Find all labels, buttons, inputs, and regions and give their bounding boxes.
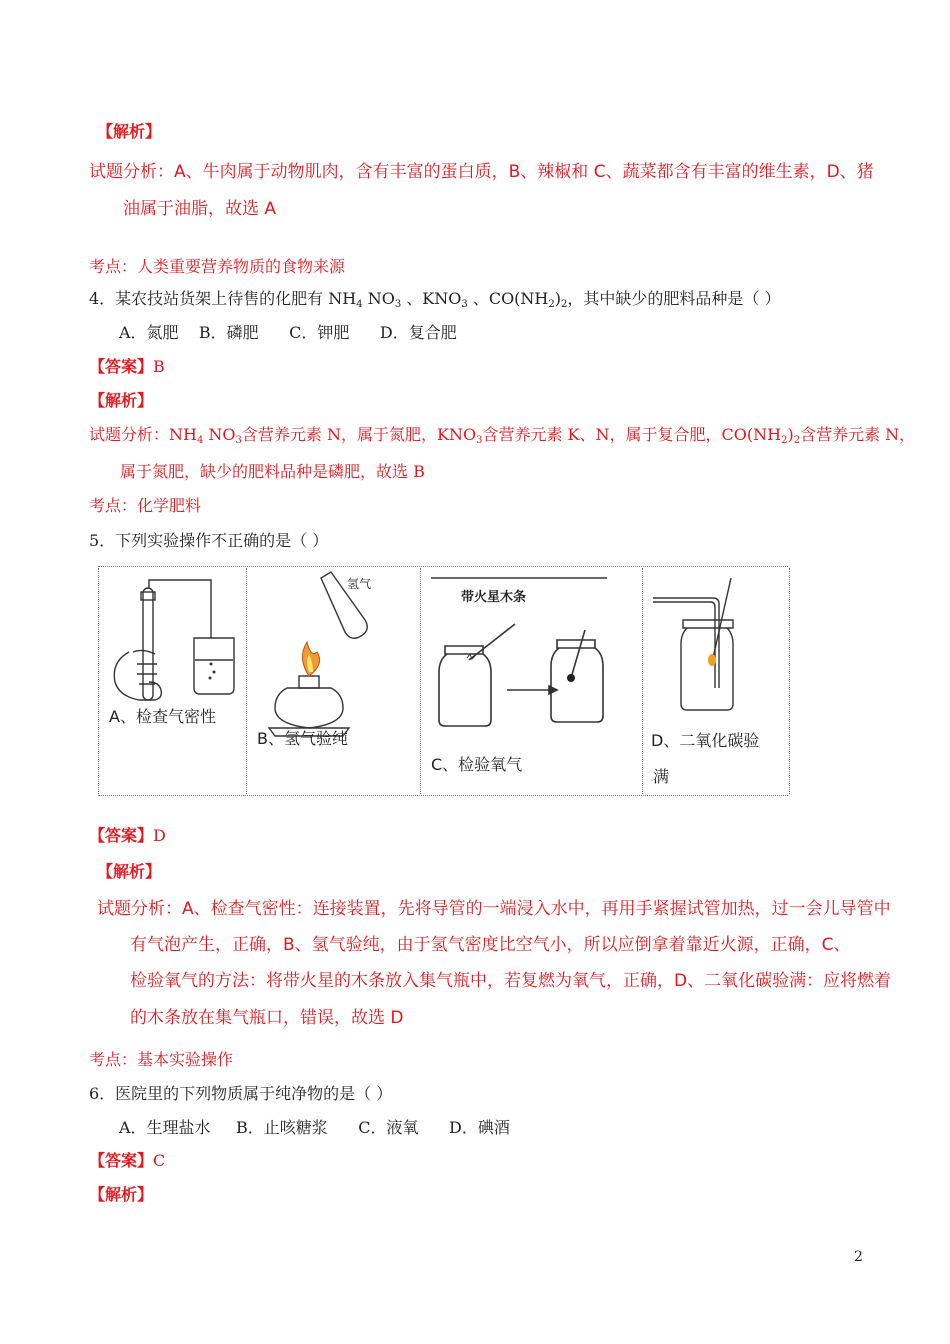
page-number: 2: [854, 1249, 863, 1265]
caption-a: A、检查气密性: [109, 707, 216, 726]
analysis-5-line-4: 的木条放在集气瓶口，错误，故选 D: [130, 1008, 404, 1028]
panel-d: [642, 568, 790, 794]
question-4-stem: 4．某农技站货架上待售的化肥有 $NH_4$ $NO_3$ 、$KNO_3$ 、$CO(NH_2)_2$，其中缺少的肥料品种是（ ）: [89, 289, 781, 310]
analysis-5-line-2: 有气泡产生，正确，B、氢气验纯，由于氢气密度比空气小，所以应倒拿着靠近火源，正确，C、: [130, 935, 851, 955]
co2-full-test-icon: [643, 568, 789, 794]
analysis-heading-4: 【解析】: [89, 391, 154, 410]
panel-a: [98, 568, 247, 794]
caption-d-line-1: D、二氧化碳验: [651, 731, 760, 750]
analysis-line-1: 试题分析：A、牛肉属于动物肌肉，含有丰富的蛋白质，B、辣椒和 C、蔬菜都含有丰富的维生素，D、猪: [89, 162, 874, 182]
question-6-stem: 6．医院里的下列物质属于纯净物的是（ ）: [89, 1084, 393, 1103]
panel-c: [420, 568, 643, 794]
analysis-5-line-3: 检验氧气的方法：将带火星的木条放入集气瓶中，若复燃为氧气，正确，D、二氧化碳验满：应将燃着: [130, 971, 892, 991]
answer-6: 【答案】C: [89, 1151, 166, 1170]
answer-4: 【答案】B: [89, 357, 165, 376]
analysis-4-line-2: 属于氮肥，缺少的肥料品种是磷肥，故选 B: [120, 462, 425, 481]
kaodian-4: 考点：化学肥料: [89, 496, 202, 515]
question-4-options: A．氮肥 B．磷肥 C．钾肥 D．复合肥: [119, 323, 457, 342]
analysis-heading-6: 【解析】: [89, 1185, 154, 1204]
analysis-5-line-1: 试题分析：A、检查气密性：连接装置，先将导管的一端浸入水中，再用手紧握试管加热，过一会儿导管中: [97, 899, 891, 919]
kaodian-5: 考点：基本实验操作: [89, 1050, 234, 1069]
question-5-stem: 5．下列实验操作不正确的是（ ）: [89, 531, 329, 550]
analysis-line-2: 油属于油脂，故选 A: [123, 199, 277, 219]
caption-c: C、检验氧气: [431, 755, 523, 774]
label-hydrogen: 氢气: [347, 577, 372, 591]
hydrogen-purity-test-icon: [247, 568, 421, 794]
analysis-4-line-1: 试题分析：$NH_4$ $NO_3$含营养元素 N，属于氮肥，$KNO_3$含营养元素 K、N，属于复合肥，$CO(NH_2)_2$含营养元素 N，: [89, 425, 916, 446]
analysis-heading-5: 【解析】: [97, 862, 162, 881]
caption-b: B、氢气验纯: [257, 729, 348, 748]
analysis-heading: 【解析】: [97, 122, 162, 141]
kaodian: 考点：人类重要营养物质的食物来源: [89, 257, 346, 276]
panel-b: [246, 568, 421, 794]
label-glowing-splint: 带火星木条: [461, 590, 527, 605]
answer-5: 【答案】D: [89, 826, 166, 845]
question-6-options: A．生理盐水 B．止咳糖浆 C．液氧 D．碘酒: [119, 1118, 510, 1137]
caption-d-line-2: 满: [653, 767, 670, 786]
airtightness-apparatus-icon: [99, 568, 247, 794]
